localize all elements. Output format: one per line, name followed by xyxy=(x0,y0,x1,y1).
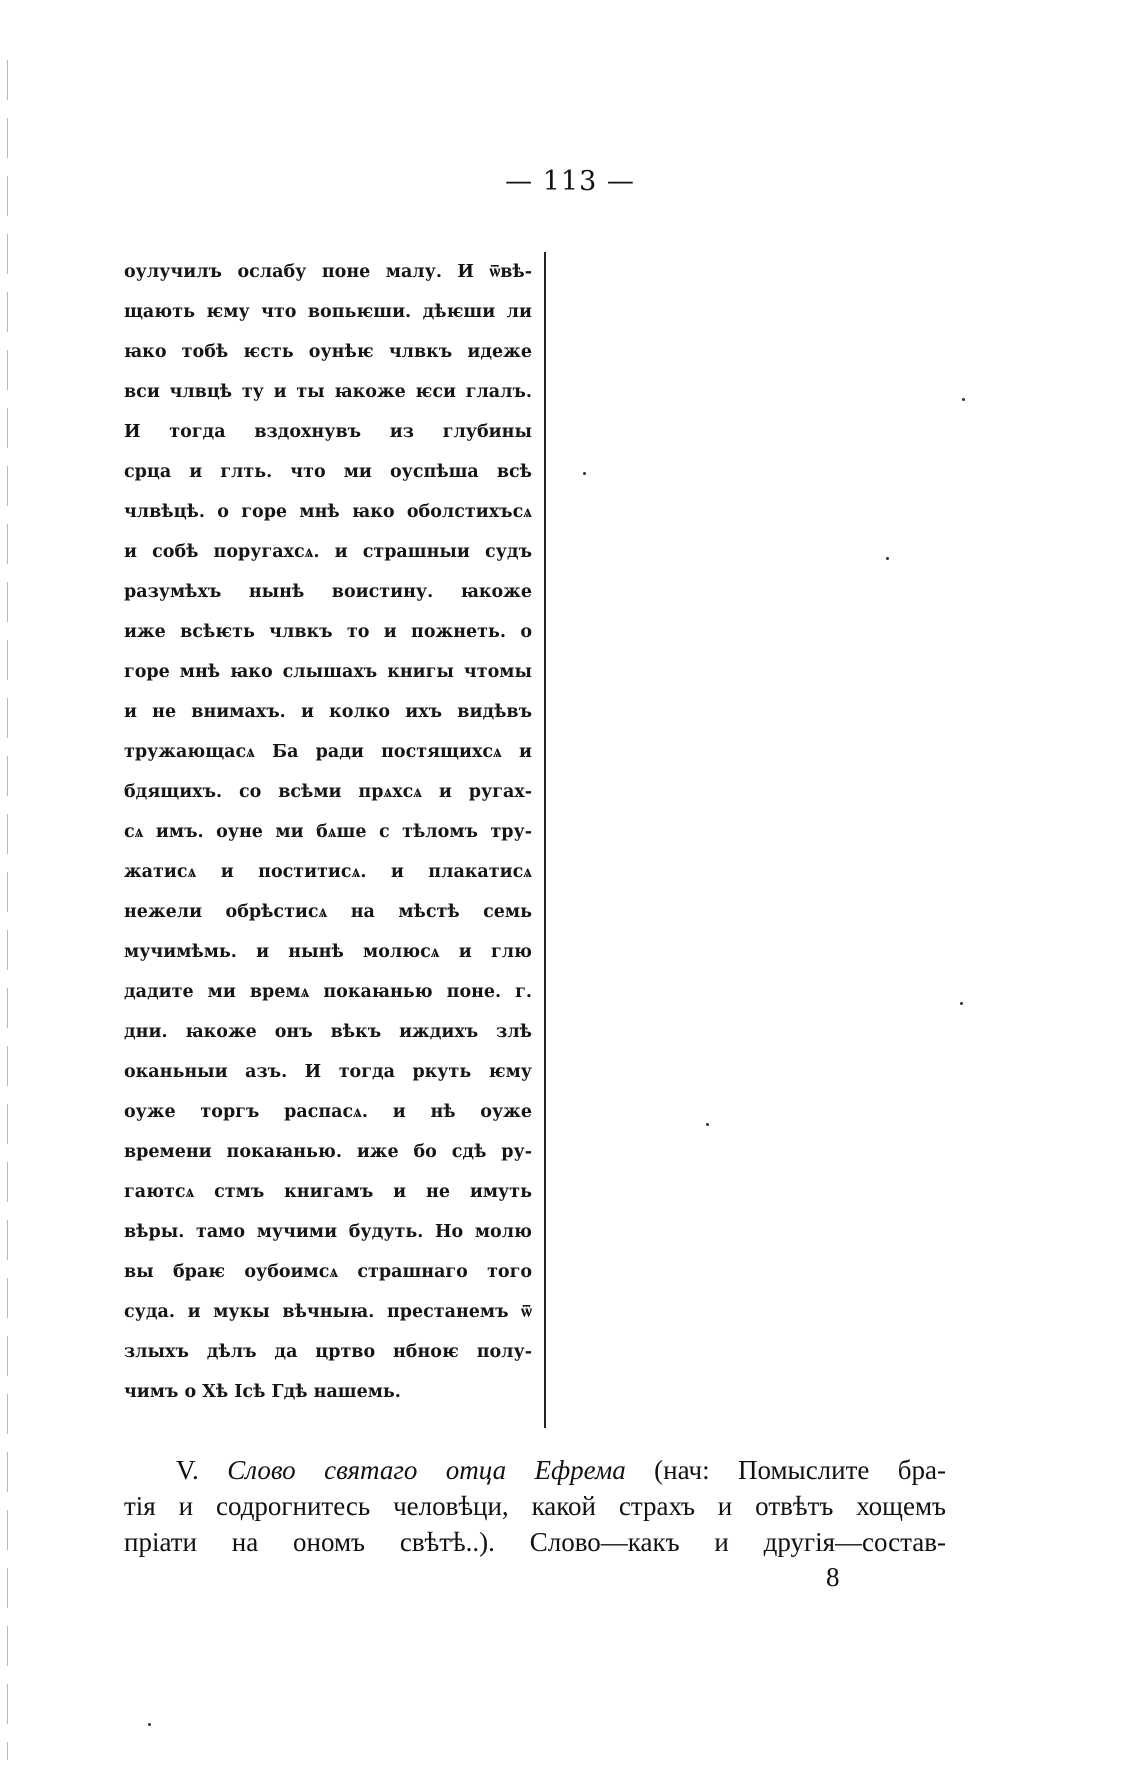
column-line: И тогда вздохнувъ из глубины xyxy=(124,422,532,442)
scan-speck xyxy=(962,398,965,401)
scan-speck xyxy=(583,472,586,475)
commentary-line-1 xyxy=(124,1452,946,1488)
column-line: дадите ми времѧ покаꙗнью поне. г. xyxy=(124,982,532,1002)
page-number: — 113 — xyxy=(505,166,635,197)
column-line: щають ѥму что вопьѥши. дѣѥши ли xyxy=(124,302,532,322)
scan-speck xyxy=(960,1002,963,1005)
column-line: гаютсѧ стмъ книгамъ и не имуть xyxy=(124,1182,532,1202)
column-line: ꙗко тобѣ ѥсть оунѣѥ члвкъ идеже xyxy=(124,342,532,362)
column-line: тружающасѧ Ба ради постящихсѧ и xyxy=(124,742,532,762)
column-line-last: чимъ о Хѣ Ісѣ Гдѣ нашемь. xyxy=(124,1382,401,1402)
column-line: злыхъ дѣлъ да цртво нбноѥ полу- xyxy=(124,1342,532,1362)
column-line: срца и глть. что ми оуспѣша всѣ xyxy=(124,462,532,482)
column-line: времени покаꙗнью. иже бо сдѣ ру- xyxy=(124,1142,532,1162)
column-line: жатисѧ и поститисѧ. и плакатисѧ xyxy=(124,862,532,882)
column-line: дни. ꙗкоже онъ вѣкъ иждихъ злѣ xyxy=(124,1022,532,1042)
column-line: разумѣхъ нынѣ воистину. ꙗкоже xyxy=(124,582,532,602)
column-line: вси члвцѣ ту и ты ꙗкоже ѥси глалъ. xyxy=(124,382,532,402)
column-line: мучимѣмь. и нынѣ молюсѧ и глю xyxy=(124,942,532,962)
commentary-paragraph xyxy=(124,1452,946,1560)
column-line: и собѣ поругахсѧ. и страшныи судъ xyxy=(124,542,532,562)
column-line: сѧ имъ. оуне ми бѧше с тѣломъ тру- xyxy=(124,822,532,842)
column-line: вы браѥ оубоимсѧ страшнаго того xyxy=(124,1262,532,1282)
column-line: и не внимахъ. и колко ихъ видѣвъ xyxy=(124,702,532,722)
column-line: нежели обрѣстисѧ на мѣстѣ семь xyxy=(124,902,532,922)
signature-mark: 8 xyxy=(826,1562,840,1592)
column-line: суда. и мукы вѣчныꙗ. престанемъ ѿ xyxy=(124,1302,532,1322)
scan-speck xyxy=(148,1723,151,1726)
section-title: Слово святаго отца Ефрема xyxy=(227,1455,626,1485)
column-line: оканьныи азъ. И тогда ркуть ѥму xyxy=(124,1062,532,1082)
column-line: бдящихъ. со всѣми прѧхсѧ и ругах- xyxy=(124,782,532,802)
section-number: V. xyxy=(176,1455,199,1485)
incipit-start: (нач: Помыслите бра- xyxy=(654,1455,947,1485)
commentary-line-3: пріати на ономъ свѣтѣ..). Слово—какъ и другія—состав- xyxy=(124,1527,946,1557)
scan-speck xyxy=(706,1123,709,1126)
commentary-line-2: тія и содрогнитесь человѣци, какой страхъ и отвѣтъ хощемъ xyxy=(124,1491,946,1521)
column-line: оуже торгъ распасѧ. и нѣ оуже xyxy=(124,1102,532,1122)
scan-speck xyxy=(886,557,889,560)
old-slavonic-text-column xyxy=(124,252,546,1428)
scan-edge-line xyxy=(7,60,8,1760)
column-line: члвѣцѣ. о горе мнѣ ꙗко оболстихъсѧ xyxy=(124,502,532,522)
column-line: оулучилъ ослабу поне малу. И ѿвѣ- xyxy=(124,262,532,282)
column-line: вѣры. тамо мучими будуть. Но молю xyxy=(124,1222,532,1242)
column-line: горе мнѣ ꙗко слышахъ книгы чтомы xyxy=(124,662,532,682)
column-line: иже всѣѥть члвкъ то и пожнеть. о xyxy=(124,622,532,642)
